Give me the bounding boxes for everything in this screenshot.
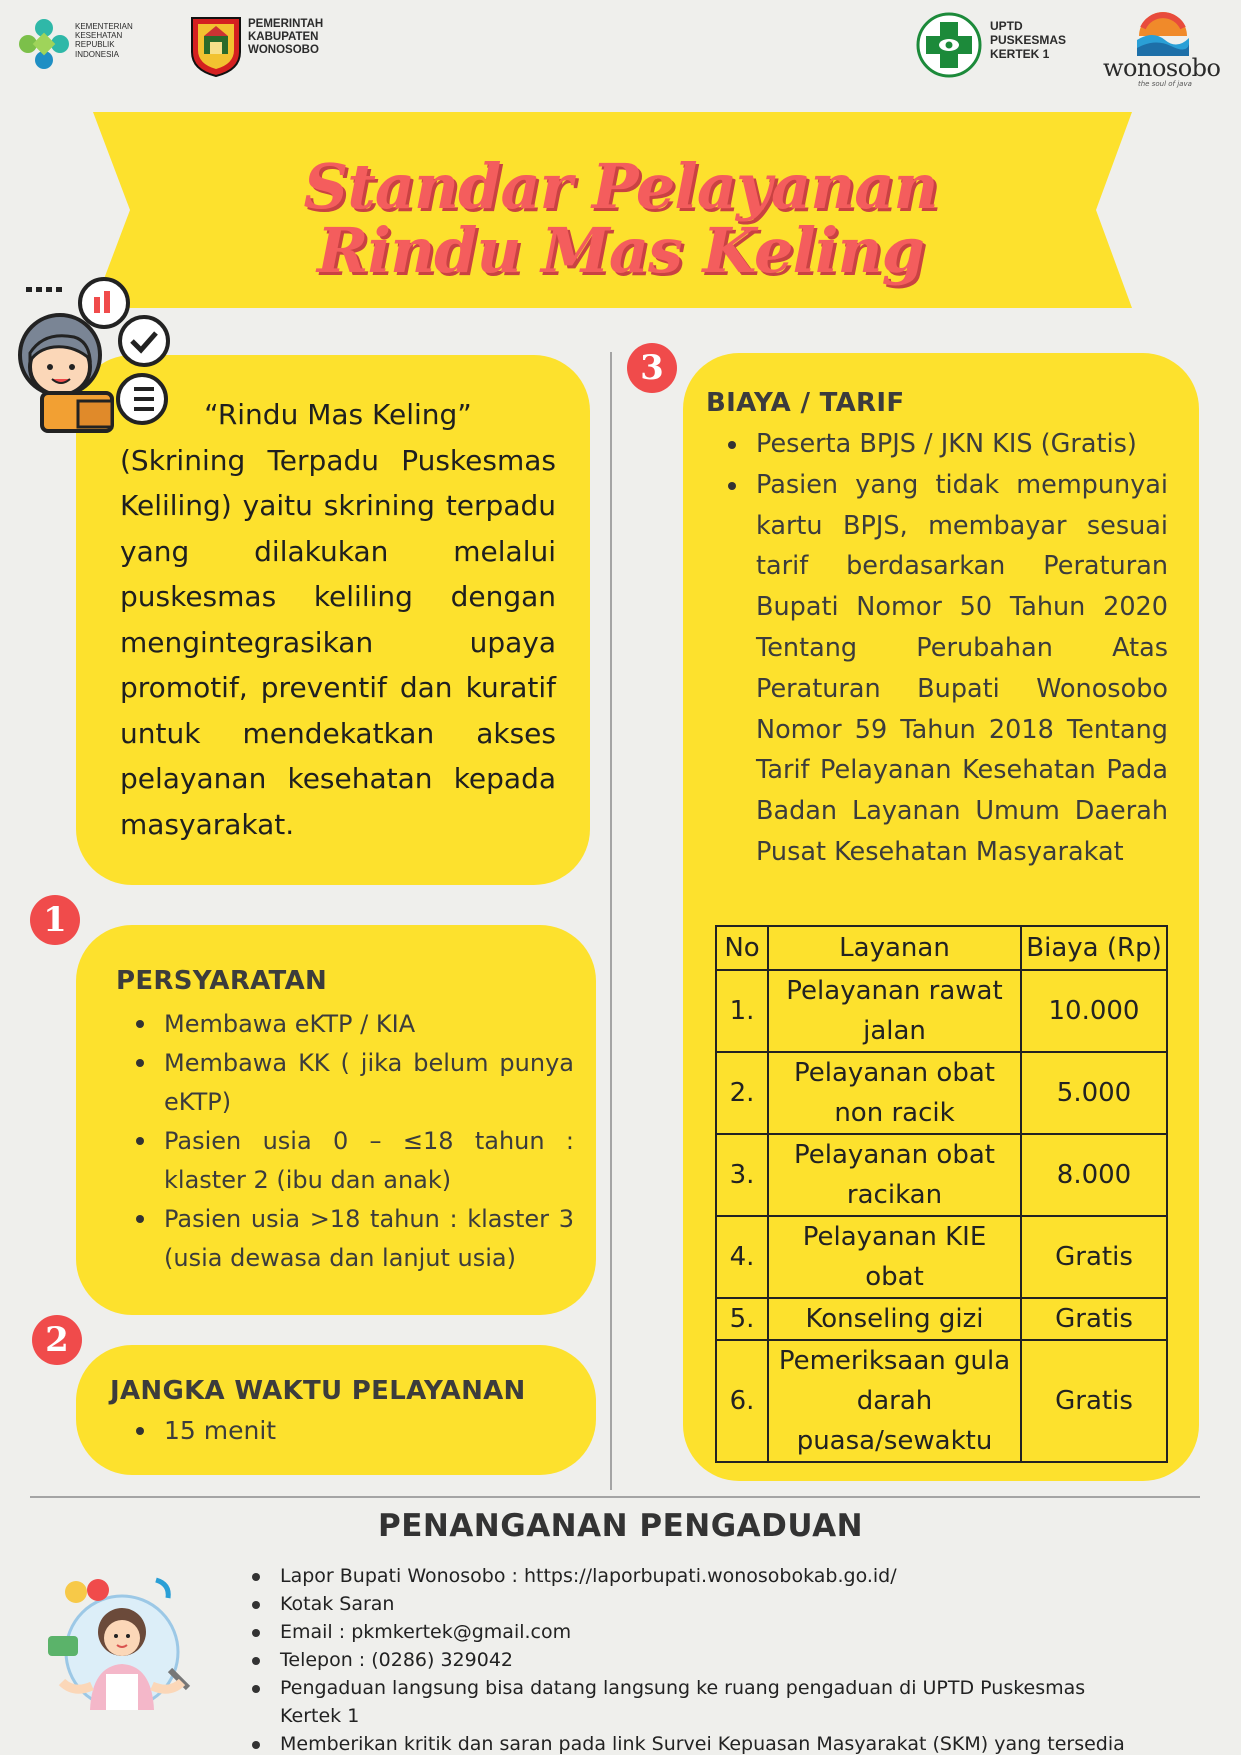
list-item: Pasien usia 0 – ≤18 tahun : klaster 2 (ibu dan anak) [124, 1122, 574, 1200]
cell-layanan: Pelayanan obat racikan [768, 1134, 1021, 1216]
intro-quote: “Rindu Mas Keling” [204, 398, 472, 431]
table-header-row [716, 926, 1167, 970]
pengaduan-langsung: Pengaduan langsung bisa datang langsung ke ruang pengaduan di UPTD Puskesmas Kertek 1 [240, 1674, 1140, 1730]
cell-biaya: Gratis [1021, 1298, 1167, 1340]
list-item: Membawa eKTP / KIA [124, 1005, 574, 1044]
list-item: 15 menit [124, 1412, 524, 1450]
cell-no: 2. [716, 1052, 768, 1134]
intro-body: (Skrining Terpadu Puskesmas Keliling) yaitu skrining terpadu yang dilakukan melalui puskesmas keliling dengan mengintegrasikan upaya promotif, preventif dan kuratif untuk mendekatkan akses pelayanan kesehatan kepada masyarakat. [120, 443, 556, 841]
table-row [716, 1340, 1167, 1462]
cell-no: 1. [716, 970, 768, 1052]
persyaratan-list [124, 1005, 574, 1278]
list-item: Pasien yang tidak mempunyai kartu BPJS, membayar sesuai tarif berdasarkan Peraturan Bupati Nomor 50 Tahun 2020 Tentang Perubahan Atas Peraturan Bupati Wonosobo Nomor 59 Tahun 2018 Tentang Tarif Pelayanan Kesehatan Pada Badan Layanan Umum Daerah Pusat Kesehatan Masyarakat [716, 465, 1168, 873]
cell-layanan: Pemeriksaan gula darah puasa/sewaktu [768, 1340, 1021, 1462]
cell-layanan: Pelayanan obat non racik [768, 1052, 1021, 1134]
cell-no: 4. [716, 1216, 768, 1298]
cell-biaya: 8.000 [1021, 1134, 1167, 1216]
list-item: Membawa KK ( jika belum punya eKTP) [124, 1044, 574, 1122]
pengaduan-list [240, 1562, 1140, 1755]
cell-biaya: 10.000 [1021, 970, 1167, 1052]
list-item: Pasien usia >18 tahun : klaster 3 (usia dewasa dan lanjut usia) [124, 1200, 574, 1278]
section-number-2: 2 [32, 1315, 82, 1365]
list-item: Peserta BPJS / JKN KIS (Gratis) [716, 424, 1168, 465]
cell-no: 6. [716, 1340, 768, 1462]
section-number-3: 3 [627, 343, 677, 393]
column-header-no: No [716, 926, 768, 970]
intro-text [120, 392, 556, 847]
table-row [716, 1216, 1167, 1298]
biaya-title: BIAYA / TARIF [706, 388, 905, 418]
pengaduan-kotak-saran: Kotak Saran [240, 1590, 1140, 1618]
pengaduan-title: PENANGANAN PENGADUAN [377, 1508, 864, 1544]
puskesmas-text: UPTD PUSKESMAS KERTEK 1 [990, 19, 1067, 61]
persyaratan-title: PERSYARATAN [116, 966, 328, 996]
cell-biaya: Gratis [1021, 1340, 1167, 1462]
person-checklist-illustration [14, 275, 174, 435]
tarif-table [715, 925, 1168, 1463]
cell-layanan: Pelayanan rawat jalan [768, 970, 1021, 1052]
column-header-biaya: Biaya (Rp) [1021, 926, 1167, 970]
table-row [716, 970, 1167, 1052]
kabupaten-text: PEMERINTAH KABUPATEN WONOSOBO [248, 18, 324, 57]
wonosobo-tagline: the soul of java [1138, 80, 1192, 88]
cell-no: 3. [716, 1134, 768, 1216]
pengaduan-telepon: Telepon : (0286) 329042 [240, 1646, 1140, 1674]
kemenkes-text: KEMENTERIAN KESEHATAN REPUBLIK INDONESIA [75, 22, 133, 59]
jangka-waktu-list [124, 1412, 524, 1450]
jangka-waktu-title: JANGKA WAKTU PELAYANAN [110, 1376, 526, 1406]
page-title-line1: Standar Pelayanan [303, 150, 938, 223]
wonosobo-wordmark: wonosobo [1103, 54, 1221, 82]
table-row [716, 1298, 1167, 1340]
cell-biaya: 5.000 [1021, 1052, 1167, 1134]
jangka-waktu-card [76, 1345, 596, 1475]
cell-layanan: Konseling gizi [768, 1298, 1021, 1340]
section-number-1: 1 [30, 895, 80, 945]
cell-biaya: Gratis [1021, 1216, 1167, 1298]
table-row [716, 1052, 1167, 1134]
customer-service-illustration [40, 1570, 200, 1730]
pengaduan-skm: Memberikan kritik dan saran pada link Survei Kepuasan Masyarakat (SKM) yang tersedia [240, 1730, 1140, 1755]
column-header-layanan: Layanan [768, 926, 1021, 970]
page-title-line2: Rindu Mas Keling [317, 214, 924, 287]
pengaduan-lapor-bupati: Lapor Bupati Wonosobo : https://laporbupati.wonosobokab.go.id/ [240, 1562, 1140, 1590]
biaya-list [716, 424, 1168, 873]
table-row [716, 1134, 1167, 1216]
pengaduan-email: Email : pkmkertek@gmail.com [240, 1618, 1140, 1646]
cell-no: 5. [716, 1298, 768, 1340]
cell-layanan: Pelayanan KIE obat [768, 1216, 1021, 1298]
